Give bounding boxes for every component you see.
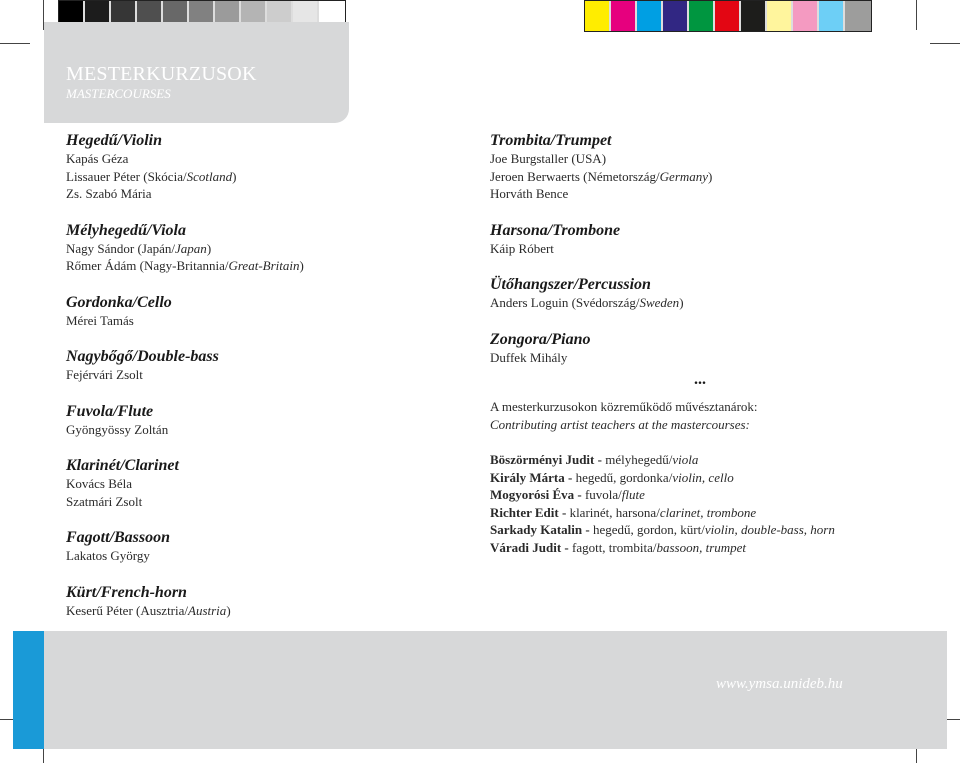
instrument-heading: Gordonka/Cello (66, 293, 172, 311)
contributor-instruments-english: flute (621, 487, 645, 502)
teacher-name: Fejérvári Zsolt (66, 367, 143, 382)
teacher-line (66, 312, 466, 330)
teacher-line (66, 168, 466, 186)
teacher-name: Kovács Béla (66, 476, 133, 491)
color-swatch (715, 1, 741, 31)
contributor-instruments-english: viola (672, 452, 699, 467)
contributor-instruments: fuvola/ (581, 487, 622, 502)
section-gap (66, 329, 466, 347)
right-sections (490, 131, 920, 366)
english-term: Sweden (639, 295, 680, 310)
instrument-section (490, 131, 920, 203)
contributor-name: Váradi Judit - (490, 539, 569, 555)
instrument-heading: Hegedű/Violin (66, 132, 163, 149)
teacher-line (490, 185, 920, 203)
teacher-name: Duffek Mihály (490, 349, 568, 365)
page-subtitle: MASTERCOURSES (66, 86, 171, 101)
contributor-name: Richter Edit - (490, 504, 567, 520)
teacher-line (66, 602, 466, 620)
contributor-name: Király Márta - (490, 469, 573, 485)
english-term: Great-Britain (228, 258, 300, 273)
instrument-section (66, 528, 466, 565)
instrument-section (66, 221, 466, 275)
crop-mark (916, 0, 917, 30)
instrument-heading: Nagybőgő/Double-bass (66, 348, 219, 365)
website-url: www.ymsa.unideb.hu (716, 676, 843, 692)
color-swatch (611, 1, 637, 31)
section-gap (66, 438, 466, 456)
section-gap (66, 510, 466, 528)
teacher-line (66, 366, 466, 384)
color-swatch (663, 1, 689, 31)
contributor-instruments-english: violin, cello (672, 469, 734, 485)
teacher-name: Gyöngyössy Zoltán (66, 421, 169, 437)
color-swatch (767, 1, 793, 31)
instrument-heading: Mélyhegedű/Viola (66, 221, 186, 239)
color-swatch (689, 1, 715, 31)
english-term: Scotland (186, 168, 233, 184)
process-color-bar (584, 0, 872, 32)
teacher-name: Zs. Szabó Mária (66, 186, 152, 201)
contributors-intro-english: Contributing artist teachers at the mastercourses: (490, 416, 750, 432)
crop-mark (930, 43, 960, 44)
crop-mark (0, 43, 30, 44)
teacher-line (66, 240, 466, 258)
contributor-instruments-english: violin, double-bass, horn (704, 522, 835, 537)
separator-ellipsis: ... (694, 371, 706, 388)
teacher-line (66, 185, 466, 203)
english-term: Germany (659, 168, 709, 184)
contributor-line (490, 504, 920, 522)
section-gap (490, 257, 920, 275)
color-swatch (741, 1, 767, 31)
color-swatch (585, 1, 611, 31)
instrument-heading: Trombita/Trumpet (490, 132, 612, 149)
contributor-instruments: hegedű, gordon, kürt/ (589, 522, 705, 537)
teacher-name: Nagy Sándor (Japán/ (66, 240, 176, 256)
section-gap (66, 565, 466, 583)
closing-paren: ) (226, 602, 231, 618)
contributor-instruments: hegedű, gordonka/ (572, 469, 673, 485)
teacher-line (490, 168, 920, 186)
teacher-name: Anders Loguin (Svédország/ (490, 295, 640, 310)
color-swatch (637, 1, 663, 31)
color-swatch (845, 1, 871, 31)
teacher-name: Szatmári Zsolt (66, 493, 143, 509)
instrument-heading: Fagott/Bassoon (66, 529, 171, 546)
section-gap (66, 384, 466, 402)
contributor-name: Mogyorósi Éva - (490, 487, 582, 502)
instrument-heading: Klarinét/Clarinet (66, 457, 179, 474)
instrument-heading: Ütőhangszer/Percussion (490, 276, 651, 293)
contributor-line (490, 451, 920, 469)
instrument-section (490, 275, 920, 312)
contributor-instruments-english: bassoon, trumpet (656, 539, 747, 555)
instrument-section (66, 347, 466, 384)
instrument-heading: Fuvola/Flute (66, 402, 154, 420)
teacher-line (66, 475, 466, 493)
teacher-line (66, 150, 466, 168)
right-column (490, 131, 920, 556)
instrument-section (66, 402, 466, 439)
instrument-section (66, 456, 466, 510)
teacher-name: Joe Burgstaller (USA) (490, 151, 607, 166)
contributor-instruments: mélyhegedű/ (601, 452, 673, 467)
instrument-section (66, 583, 466, 620)
closing-paren: ) (708, 168, 713, 184)
contributor-line (490, 539, 920, 557)
contributor-line (490, 521, 920, 539)
english-term: Austria (188, 602, 227, 618)
closing-paren: ) (299, 258, 304, 273)
section-gap (66, 275, 466, 293)
teacher-line (66, 493, 466, 511)
color-swatch (819, 1, 845, 31)
contributor-instruments: fagott, trombita/ (568, 539, 657, 555)
contributor-line (490, 469, 920, 487)
teacher-name: Rőmer Ádám (Nagy-Britannia/ (66, 258, 229, 273)
page-title: MESTERKURZUSOK (66, 63, 257, 85)
teacher-name: Lakatos György (66, 548, 150, 563)
teacher-name: Káip Róbert (490, 240, 554, 256)
teacher-name: Kapás Géza (66, 151, 129, 166)
instrument-heading: Kürt/French-horn (66, 583, 187, 601)
instrument-heading: Harsona/Trombone (490, 221, 621, 239)
teacher-name: Horváth Bence (490, 186, 569, 201)
teacher-name: Mérei Tamás (66, 312, 134, 328)
left-column (66, 131, 466, 619)
instrument-section (66, 293, 466, 330)
teacher-line (66, 547, 466, 565)
contributor-name: Böszörményi Judit - (490, 452, 602, 467)
instrument-section (490, 330, 920, 367)
contributor-instruments: klarinét, harsona/ (566, 504, 660, 520)
instrument-heading: Zongora/Piano (490, 330, 591, 348)
english-term: Japan (175, 240, 207, 256)
closing-paren: ) (679, 295, 684, 310)
teacher-line (490, 150, 920, 168)
instrument-section (66, 131, 466, 203)
teacher-line (66, 257, 466, 275)
footer-accent-bar (13, 631, 44, 749)
teacher-line (490, 349, 920, 367)
instrument-section (490, 221, 920, 258)
teacher-name: Lissauer Péter (Skócia/ (66, 168, 187, 184)
contributors-intro: A mesterkurzusokon közreműködő művésztanárok: (490, 399, 758, 414)
contributors-list (490, 451, 920, 556)
section-gap (490, 312, 920, 330)
teacher-line (66, 421, 466, 439)
closing-paren: ) (232, 168, 237, 184)
closing-paren: ) (206, 240, 212, 256)
section-gap (490, 203, 920, 221)
contributor-name: Sarkady Katalin - (490, 522, 590, 537)
color-swatch (793, 1, 819, 31)
contributor-instruments-english: clarinet, trombone (659, 504, 757, 520)
teacher-name: Keserű Péter (Ausztria/ (66, 602, 189, 618)
section-gap (66, 203, 466, 221)
teacher-line (490, 240, 920, 258)
teacher-name: Jeroen Berwaerts (Németország/ (490, 168, 660, 184)
teacher-line (490, 294, 920, 312)
contributor-line (490, 486, 920, 504)
